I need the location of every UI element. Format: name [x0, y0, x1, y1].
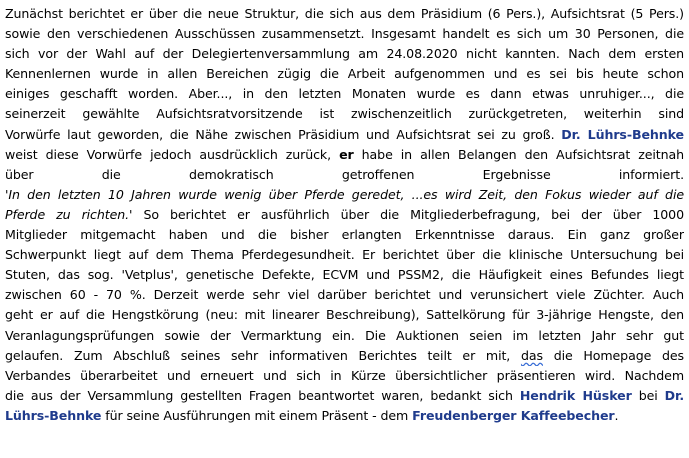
text-line-7: [5, 125, 684, 145]
text-run: die aus der Versammlung gestellten Fragen beantwortet waren, bedankt sich: [5, 387, 513, 403]
text-line-11: [5, 205, 684, 225]
text-line-6: seinerzeit gewählte Aufsichtsratvorsitzende ist zwischenzeitlich zurückgetreten, weiterhin sind: [5, 106, 684, 122]
text-run: die Homepage des: [553, 347, 684, 363]
text-line-18: [5, 346, 684, 366]
gift-name: Freudenberger Kaffeebecher: [412, 407, 615, 423]
text-line-21: [5, 406, 684, 426]
text-line-4: Kennenlernen wurde in allen Bereichen zügig die Arbeit aufgenommen und es sei bis heute schon: [5, 66, 684, 82]
text-run: habe in allen Belangen den Aufsichtsrat zeitnah: [361, 146, 684, 162]
text-line-19: Verbandes überarbeitet und erneuert und sich in Kürze übersichtlicher präsentieren wird. Nachdem: [5, 367, 684, 383]
text-run: für seine Ausführungen mit einem Präsent - dem: [105, 407, 409, 423]
text-run: .: [614, 407, 619, 423]
text-line-13: Schwerpunkt liegt auf dem Thema Pferdegesundheit. Er berichtet über die klinische Untersuchung bei: [5, 247, 684, 263]
text-line-17: Veranlagungsprüfungen sowie der Vermarktung ein. Die Auktionen seien im letzten Jahr sehr gut: [5, 327, 684, 343]
text-line-9: über die demokratisch getroffenen Ergebnisse informiert.: [5, 166, 684, 182]
text-line-3: sich vor der Wahl auf der Delegiertenversammlung am 24.08.2020 nicht kannten. Nach dem ersten: [5, 46, 684, 62]
bold-word: er: [339, 146, 354, 162]
text-line-12: Mitglieder mitgemacht haben und die bisher erlangten Erkenntnisse daraus. Ein ganz großer: [5, 227, 684, 243]
text-line-16: geht er auf die Hengstkörung (neu: mit linearer Beschreibung), Sattelkörung für 3-jährige Hengste, den: [5, 307, 684, 323]
text-line-20: [5, 386, 684, 406]
text-run: So berichtet er ausführlich über die Mitgliederbefragung, bei der über 1000: [143, 206, 684, 222]
quote-line-1: 'In den letzten 10 Jahren wurde wenig über Pferde geredet, ...es wird Zeit, den Fokus wieder auf die: [5, 186, 684, 202]
person-name: Lührs-Behnke: [5, 407, 102, 423]
spellcheck-marked-word[interactable]: das: [520, 347, 543, 363]
text-line-15: zwischen 60 - 70 %. Derzeit werde sehr viel darüber berichtet und verunsichert viele Züchter. Auch: [5, 287, 684, 303]
quote-end: Pferde zu richten.': [5, 206, 133, 222]
text-run: gelaufen. Zum Abschluß seines sehr informativen Berichtes teilt er mit,: [5, 347, 511, 363]
text-run: Vorwürfe laut geworden, die Nähe zwischen Präsidium und Aufsichtsrat sei zu groß.: [5, 126, 555, 142]
person-name: Dr. Lührs-Behnke: [561, 126, 684, 142]
person-name: Dr.: [664, 387, 684, 403]
text-line-14: Stuten, das sog. 'Vetplus', genetische Defekte, ECVM und PSSM2, die Häufigkeit eines Befundes liegt: [5, 267, 684, 283]
text-run: weist diese Vorwürfe jedoch ausdrücklich zurück,: [5, 146, 332, 162]
text-line-2: sowie den verschiedenen Ausschüssen zusammensetzt. Insgesamt handelt es sich um 30 Personen, die: [5, 26, 684, 42]
text-run: bei: [638, 387, 658, 403]
text-line-1: Zunächst berichtet er über die neue Struktur, die sich aus dem Präsidium (6 Pers.), Aufsichtsrat (5 Pers.): [5, 6, 684, 21]
text-line-5: einiges geschafft worden. Aber..., in den letzten Monaten wurde es dann etwas unruhiger..., die: [5, 86, 684, 102]
text-line-8: [5, 145, 684, 165]
document-body: [5, 4, 684, 426]
person-name: Hendrik Hüsker: [519, 387, 632, 403]
